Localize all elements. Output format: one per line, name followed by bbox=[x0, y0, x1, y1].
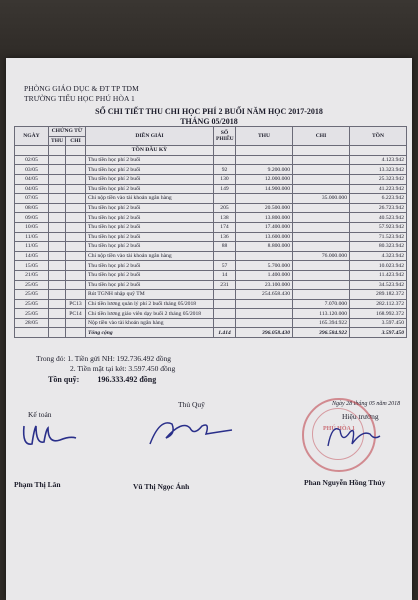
row-date: 25/05 bbox=[15, 290, 49, 300]
col-header-thu-amount: THU bbox=[236, 127, 293, 146]
row-voucher-chi bbox=[66, 232, 86, 242]
row-count bbox=[214, 155, 236, 165]
row-date: 11/05 bbox=[15, 232, 49, 242]
row-date: 04/05 bbox=[15, 174, 49, 184]
row-voucher-thu bbox=[49, 290, 66, 300]
row-date: 14/05 bbox=[15, 251, 49, 261]
row-voucher-chi bbox=[66, 165, 86, 175]
row-description: Thu tiền học phí 2 buổi bbox=[86, 184, 214, 194]
photo-background bbox=[0, 0, 418, 58]
row-chi-amount bbox=[293, 174, 350, 184]
row-thu-amount: 13.800.000 bbox=[236, 213, 293, 223]
row-chi-amount bbox=[293, 261, 350, 271]
accountant-title: Kế toán bbox=[28, 410, 52, 419]
row-balance: 25.323.942 bbox=[350, 174, 407, 184]
row-balance: 6.223.942 bbox=[350, 194, 407, 204]
row-balance: 11.423.942 bbox=[350, 270, 407, 280]
row-voucher-thu bbox=[49, 155, 66, 165]
row-count bbox=[214, 299, 236, 309]
row-thu-amount bbox=[236, 318, 293, 328]
table-row bbox=[15, 222, 407, 232]
row-thu-amount: 20.500.000 bbox=[236, 203, 293, 213]
table-row bbox=[15, 280, 407, 290]
row-chi-amount: 76.000.000 bbox=[293, 251, 350, 261]
table-row bbox=[15, 270, 407, 280]
row-voucher-thu bbox=[49, 242, 66, 252]
table-row bbox=[15, 184, 407, 194]
total-balance: 3.597.450 bbox=[350, 328, 407, 338]
row-chi-amount bbox=[293, 203, 350, 213]
accountant-name: Phạm Thị Lân bbox=[14, 480, 61, 489]
row-voucher-thu bbox=[49, 309, 66, 319]
table-row bbox=[15, 318, 407, 328]
col-header-description: DIỄN GIẢI bbox=[86, 127, 214, 146]
row-description: Nộp tiền vào tài khoản ngân hàng bbox=[86, 318, 214, 328]
school-name: TRƯỜNG TIỂU HỌC PHÚ HÒA 1 bbox=[24, 94, 135, 103]
table-row bbox=[15, 165, 407, 175]
row-thu-amount: 12.000.000 bbox=[236, 174, 293, 184]
note-bank-balance: Trong đó: 1. Tiền gửi NH: 192.736.492 đồng bbox=[36, 354, 172, 363]
table-row bbox=[15, 299, 407, 309]
row-balance: 26.723.942 bbox=[350, 203, 407, 213]
col-header-voucher-chi: CHI bbox=[66, 136, 86, 146]
row-chi-amount bbox=[293, 155, 350, 165]
row-thu-amount: 8.800.000 bbox=[236, 242, 293, 252]
row-date: 11/05 bbox=[15, 242, 49, 252]
row-count bbox=[214, 318, 236, 328]
col-header-count: SỐ PHIẾU bbox=[214, 127, 236, 146]
row-count: 57 bbox=[214, 261, 236, 271]
row-chi-amount: 7.070.000 bbox=[293, 299, 350, 309]
row-balance: 57.923.942 bbox=[350, 222, 407, 232]
row-date: 28/05 bbox=[15, 318, 49, 328]
row-balance: 10.023.942 bbox=[350, 261, 407, 271]
col-header-voucher: CHỨNG TỪ bbox=[49, 127, 86, 137]
row-count bbox=[214, 309, 236, 319]
row-count: 92 bbox=[214, 165, 236, 175]
table-header-row bbox=[15, 127, 407, 137]
row-thu-amount: 5.700.000 bbox=[236, 261, 293, 271]
row-voucher-chi bbox=[66, 203, 86, 213]
row-chi-amount: 113.120.000 bbox=[293, 309, 350, 319]
row-date: 21/05 bbox=[15, 270, 49, 280]
total-count: 1.414 bbox=[214, 328, 236, 338]
row-description: Thu tiền học phí 2 buổi bbox=[86, 174, 214, 184]
row-chi-amount bbox=[293, 242, 350, 252]
row-balance: 13.323.942 bbox=[350, 165, 407, 175]
row-date: 02/05 bbox=[15, 155, 49, 165]
row-description: Thu tiền học phí 2 buổi bbox=[86, 270, 214, 280]
row-balance: 3.597.450 bbox=[350, 318, 407, 328]
stamp-label: PHÚ HÒA 1 bbox=[322, 426, 355, 432]
row-voucher-thu bbox=[49, 222, 66, 232]
principal-name: Phan Nguyễn Hồng Thủy bbox=[304, 478, 386, 487]
row-voucher-chi bbox=[66, 213, 86, 223]
document-subtitle: THÁNG 05/2018 bbox=[180, 117, 238, 126]
row-voucher-thu bbox=[49, 261, 66, 271]
row-count bbox=[214, 290, 236, 300]
row-voucher-chi: PC14 bbox=[66, 309, 86, 319]
row-chi-amount bbox=[293, 222, 350, 232]
table-row bbox=[15, 290, 407, 300]
row-thu-amount: 9.200.000 bbox=[236, 165, 293, 175]
fund-balance bbox=[48, 375, 156, 384]
row-description: Thu tiền học phí 2 buổi bbox=[86, 222, 214, 232]
row-voucher-thu bbox=[49, 174, 66, 184]
row-voucher-thu bbox=[49, 194, 66, 204]
row-count bbox=[214, 251, 236, 261]
row-balance: 71.523.942 bbox=[350, 232, 407, 242]
row-thu-amount bbox=[236, 309, 293, 319]
row-voucher-chi bbox=[66, 242, 86, 252]
row-voucher-thu bbox=[49, 270, 66, 280]
table-row bbox=[15, 155, 407, 165]
row-voucher-chi bbox=[66, 184, 86, 194]
row-voucher-chi bbox=[66, 194, 86, 204]
row-chi-amount bbox=[293, 232, 350, 242]
table-row bbox=[15, 251, 407, 261]
row-voucher-chi bbox=[66, 280, 86, 290]
row-count: 88 bbox=[214, 242, 236, 252]
row-description: Thu tiền học phí 2 buổi bbox=[86, 203, 214, 213]
row-voucher-chi bbox=[66, 251, 86, 261]
row-voucher-thu bbox=[49, 213, 66, 223]
total-thu: 396.058.430 bbox=[236, 328, 293, 338]
table-row bbox=[15, 232, 407, 242]
row-chi-amount bbox=[293, 290, 350, 300]
row-voucher-thu bbox=[49, 203, 66, 213]
row-thu-amount: 17.400.000 bbox=[236, 222, 293, 232]
principal-title: Hiệu trưởng bbox=[342, 412, 379, 421]
total-label: Tổng cộng bbox=[86, 328, 214, 338]
col-header-balance: TỒN bbox=[350, 127, 407, 146]
opening-balance-row bbox=[15, 146, 407, 156]
row-thu-amount bbox=[236, 155, 293, 165]
table-row bbox=[15, 174, 407, 184]
row-thu-amount: 14.900.000 bbox=[236, 184, 293, 194]
signature-date: Ngày 28 tháng 05 năm 2018 bbox=[332, 401, 401, 407]
col-header-chi-amount: CHI bbox=[293, 127, 350, 146]
row-count bbox=[214, 194, 236, 204]
table-row bbox=[15, 203, 407, 213]
row-balance: 4.323.942 bbox=[350, 251, 407, 261]
row-voucher-thu bbox=[49, 184, 66, 194]
table-row bbox=[15, 213, 407, 223]
row-balance: 80.323.942 bbox=[350, 242, 407, 252]
row-description: Thu tiền học phí 2 buổi bbox=[86, 155, 214, 165]
row-balance: 40.523.942 bbox=[350, 213, 407, 223]
row-description: Chi tiền lương giáo viên dạy buổi 2 tháng 05/2018 bbox=[86, 309, 214, 319]
row-chi-amount bbox=[293, 280, 350, 290]
row-description: Chi tiền lương quản lý phí 2 buổi tháng 05/2018 bbox=[86, 299, 214, 309]
row-balance: 34.523.942 bbox=[350, 280, 407, 290]
col-header-date: NGÀY bbox=[15, 127, 49, 146]
row-description: Rút TGNH nhập quỹ TM bbox=[86, 290, 214, 300]
row-balance: 282.112.372 bbox=[350, 299, 407, 309]
accountant-signature bbox=[20, 420, 80, 452]
row-date: 08/05 bbox=[15, 203, 49, 213]
row-description: Thu tiền học phí 2 buổi bbox=[86, 242, 214, 252]
total-chi: 396.584.922 bbox=[293, 328, 350, 338]
total-row bbox=[15, 328, 407, 338]
treasurer-title: Thủ Quỹ bbox=[178, 400, 205, 409]
row-thu-amount: 13.600.000 bbox=[236, 232, 293, 242]
row-date: 03/05 bbox=[15, 165, 49, 175]
row-count: 174 bbox=[214, 222, 236, 232]
row-voucher-thu bbox=[49, 251, 66, 261]
row-chi-amount bbox=[293, 270, 350, 280]
row-date: 15/05 bbox=[15, 261, 49, 271]
row-date: 25/05 bbox=[15, 280, 49, 290]
document-page bbox=[6, 58, 412, 600]
department-name: PHÒNG GIÁO DỤC & ĐT TP TDM bbox=[24, 84, 139, 93]
row-description: Chi nộp tiền vào tài khoản ngân hàng bbox=[86, 251, 214, 261]
opening-balance-label: TỒN ĐẦU KỲ bbox=[86, 146, 214, 156]
row-chi-amount bbox=[293, 165, 350, 175]
document-title: SỔ CHI TIẾT THU CHI HỌC PHÍ 2 BUỔI NĂM HỌC 2017-2018 bbox=[95, 107, 323, 116]
row-count: 138 bbox=[214, 213, 236, 223]
row-chi-amount bbox=[293, 213, 350, 223]
row-chi-amount bbox=[293, 184, 350, 194]
row-voucher-thu bbox=[49, 232, 66, 242]
table-row bbox=[15, 309, 407, 319]
row-chi-amount: 165.394.922 bbox=[293, 318, 350, 328]
row-description: Thu tiền học phí 2 buổi bbox=[86, 261, 214, 271]
fund-label: Tồn quỹ: bbox=[48, 375, 80, 384]
row-voucher-chi bbox=[66, 270, 86, 280]
row-thu-amount bbox=[236, 194, 293, 204]
table-row bbox=[15, 194, 407, 204]
col-header-voucher-thu: THU bbox=[49, 136, 66, 146]
row-voucher-chi bbox=[66, 261, 86, 271]
fund-value: 196.333.492 đồng bbox=[97, 375, 157, 384]
row-voucher-chi bbox=[66, 318, 86, 328]
row-voucher-chi bbox=[66, 290, 86, 300]
row-description: Thu tiền học phí 2 buổi bbox=[86, 165, 214, 175]
row-voucher-thu bbox=[49, 299, 66, 309]
row-count: 14 bbox=[214, 270, 236, 280]
row-description: Thu tiền học phí 2 buổi bbox=[86, 232, 214, 242]
table-row bbox=[15, 261, 407, 271]
table-row bbox=[15, 242, 407, 252]
row-date: 10/05 bbox=[15, 222, 49, 232]
row-balance: 289.182.372 bbox=[350, 290, 407, 300]
row-thu-amount: 254.658.430 bbox=[236, 290, 293, 300]
row-voucher-chi: PC13 bbox=[66, 299, 86, 309]
row-voucher-thu bbox=[49, 318, 66, 328]
row-date: 09/05 bbox=[15, 213, 49, 223]
row-voucher-thu bbox=[49, 280, 66, 290]
row-chi-amount: 35.000.000 bbox=[293, 194, 350, 204]
note-cash-balance: 2. Tiền mặt tại két: 3.597.450 đồng bbox=[70, 364, 176, 373]
row-voucher-chi bbox=[66, 174, 86, 184]
row-count: 130 bbox=[214, 174, 236, 184]
row-balance: 4.123.942 bbox=[350, 155, 407, 165]
row-voucher-thu bbox=[49, 165, 66, 175]
row-description: Chi nộp tiền vào tài khoản ngân hàng bbox=[86, 194, 214, 204]
row-date: 04/05 bbox=[15, 184, 49, 194]
row-thu-amount: 1.400.000 bbox=[236, 270, 293, 280]
row-description: Thu tiền học phí 2 buổi bbox=[86, 280, 214, 290]
row-date: 25/05 bbox=[15, 299, 49, 309]
row-count: 205 bbox=[214, 203, 236, 213]
principal-signature bbox=[322, 420, 382, 454]
treasurer-name: Vũ Thị Ngọc Ánh bbox=[133, 482, 190, 491]
row-date: 25/05 bbox=[15, 309, 49, 319]
row-thu-amount bbox=[236, 251, 293, 261]
row-count: 231 bbox=[214, 280, 236, 290]
row-thu-amount bbox=[236, 299, 293, 309]
row-thu-amount: 23.100.000 bbox=[236, 280, 293, 290]
ledger-table bbox=[14, 126, 407, 338]
row-voucher-chi bbox=[66, 222, 86, 232]
row-balance: 168.992.372 bbox=[350, 309, 407, 319]
row-count: 149 bbox=[214, 184, 236, 194]
row-balance: 41.223.942 bbox=[350, 184, 407, 194]
row-voucher-chi bbox=[66, 155, 86, 165]
row-count: 136 bbox=[214, 232, 236, 242]
treasurer-signature bbox=[146, 410, 236, 450]
row-description: Thu tiền học phí 2 buổi bbox=[86, 213, 214, 223]
row-date: 07/05 bbox=[15, 194, 49, 204]
